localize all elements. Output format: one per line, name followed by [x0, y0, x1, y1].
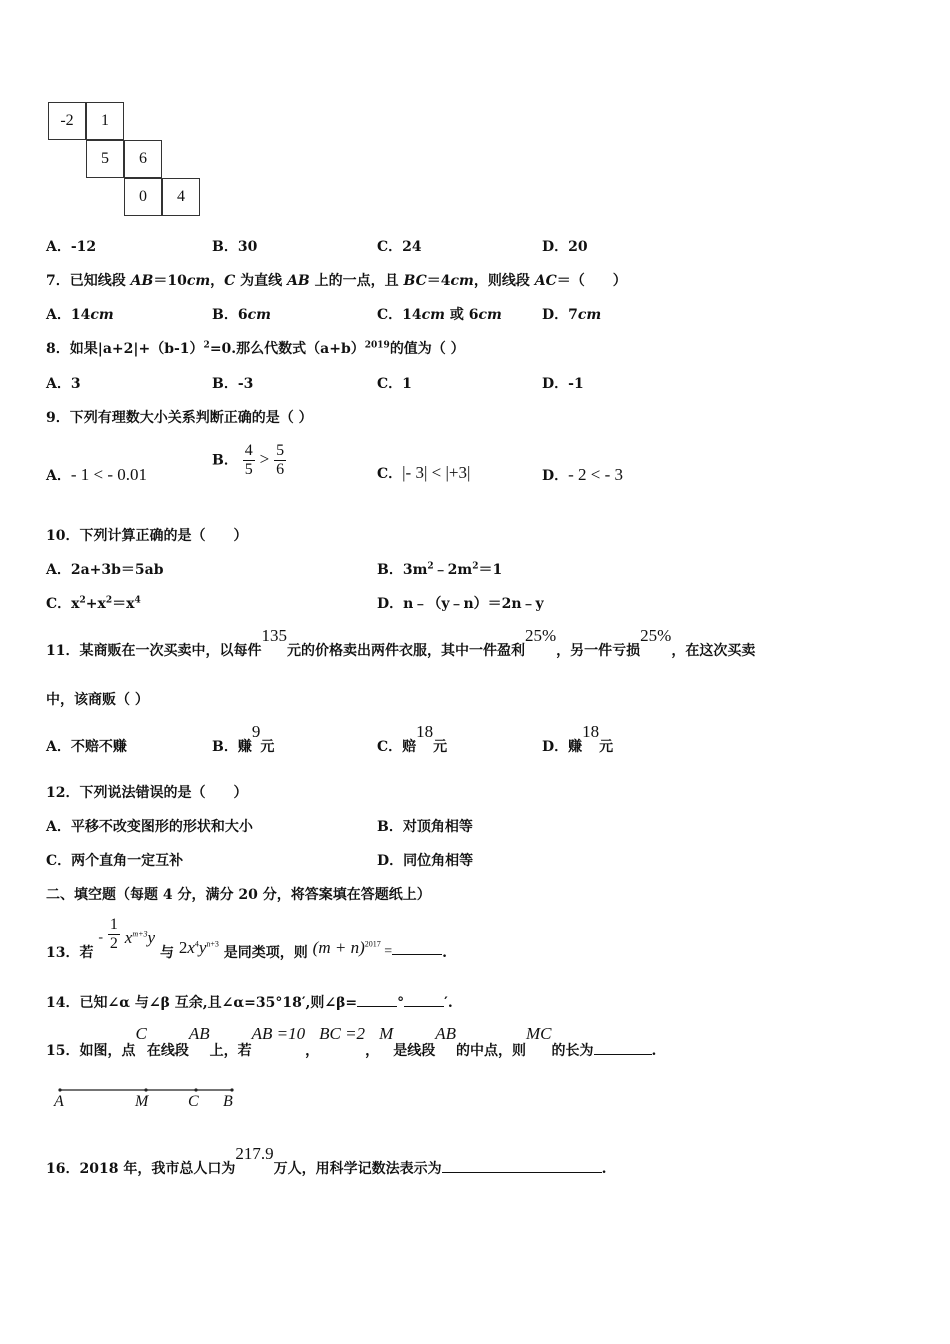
answer-blank[interactable]	[594, 1042, 652, 1055]
q10-stem: 10．下列计算正确的是（ ）	[46, 528, 248, 544]
q7-stem: 7．已知线段 AB＝10cm，C 为直线 AB 上的一点，且 BC＝4cm，则线段 AC＝（ ）	[46, 273, 627, 289]
section-heading: 二、填空题（每题 4 分，满分 20 分，将答案填在答题纸上）	[46, 887, 431, 903]
grid-cell: 4	[162, 178, 200, 216]
q8-stem: 8．如果$|a+2|+(b-1)^2=0$.那么代数式$(a+b)^{2019}$的值为（ ）	[46, 340, 465, 357]
q6-option-a: A．-12	[46, 239, 97, 255]
line-segment	[50, 1082, 250, 1112]
q8-option-b: B．-3	[212, 376, 254, 392]
q7-option-a: A．14cm	[46, 307, 114, 323]
q10-option-a: A．2a+3b＝5ab	[46, 562, 164, 578]
q7-option-c: C．14cm 或 6cm	[377, 307, 502, 323]
grid-cell: 5	[86, 140, 124, 178]
q9-stem: 9．下列有理数大小关系判断正确的是（ ）	[46, 410, 313, 426]
point-label-m: M	[135, 1093, 149, 1110]
grid-cell: -2	[48, 102, 86, 140]
fraction: $\frac{1}{2}$	[109, 916, 118, 952]
q13: 13．若 - $\frac{1}{2}$ $x^{m+3}y$ 与 $2x^4y^{n+3}$ 是同类项，则 $(m + n)^{2017}$ = .	[46, 916, 448, 961]
q10-option-c: C．$x^2+x^2=x^4$	[46, 595, 141, 612]
fraction: $\frac{5}{6}$	[276, 442, 285, 478]
q11-option-c: C．赔18元	[377, 722, 448, 755]
q12-option-b: B．对顶角相等	[377, 819, 473, 835]
q9-option-a: A．- 1 < - 0.01	[46, 465, 148, 484]
q11-option-d: D．赚18元	[542, 722, 614, 755]
answer-blank[interactable]	[392, 942, 442, 955]
q16: 16．2018 年，我市总人口为217.9万人，用科学记数法表示为 .	[46, 1144, 607, 1177]
q12-option-d: D．同位角相等	[377, 853, 474, 869]
q8-option-a: A．3	[46, 376, 81, 392]
answer-blank[interactable]	[357, 994, 397, 1007]
answer-blank[interactable]	[404, 994, 444, 1007]
q8-option-d: D．-1	[542, 376, 584, 392]
answer-blank[interactable]	[442, 1160, 602, 1173]
q9-option-c: C．|- 3| < |+3|	[377, 463, 471, 482]
grid-cell: 1	[86, 102, 124, 140]
q11-stem-line2: 中，该商贩（ ）	[46, 692, 149, 708]
q12-stem: 12．下列说法错误的是（ ）	[46, 785, 248, 801]
q10-option-b: B．$3m^2﹣2m^2=1$	[377, 561, 503, 578]
fraction: $\frac{4}{5}$	[244, 442, 253, 478]
q6-option-d: D．20	[542, 239, 588, 255]
q8-option-c: C．1	[377, 376, 412, 392]
q6-option-b: B．30	[212, 239, 258, 255]
point-label-b: B	[223, 1093, 233, 1110]
q9-option-b: B． $\frac{4}{5}$ > $\frac{5}{6}$	[212, 442, 285, 478]
q11-option-b: B．赚9元	[212, 722, 275, 755]
q6-option-c: C．24	[377, 239, 422, 255]
q11-stem: 11．某商贩在一次买卖中，以每件135元的价格卖出两件衣服，其中一件盈利25%，另一件亏损25%，在这次买卖	[46, 626, 756, 659]
grid-cell: 6	[124, 140, 162, 178]
q7-option-b: B．6cm	[212, 307, 271, 323]
q10-option-d: D．n﹣（y﹣n）＝2n﹣y	[377, 596, 544, 612]
q12-option-c: C．两个直角一定互补	[46, 853, 184, 869]
q12-option-a: A．平移不改变图形的形状和大小	[46, 819, 253, 835]
point-label-c: C	[188, 1093, 199, 1110]
q9-option-d: D．- 2 < - 3	[542, 465, 624, 484]
grid-cell: 0	[124, 178, 162, 216]
q14: 14．已知∠α 与∠β 互余,且∠α=35°18′,则∠β= ° ′.	[46, 995, 453, 1011]
point-label-a: A	[54, 1093, 64, 1110]
q15: 15．如图，点C在线段AB上，若AB =10，BC =2，M是线段AB的中点，则MC的长为 .	[46, 1024, 657, 1059]
q11-option-a: A．不赔不赚	[46, 739, 127, 755]
q7-option-d: D．7cm	[542, 307, 602, 323]
